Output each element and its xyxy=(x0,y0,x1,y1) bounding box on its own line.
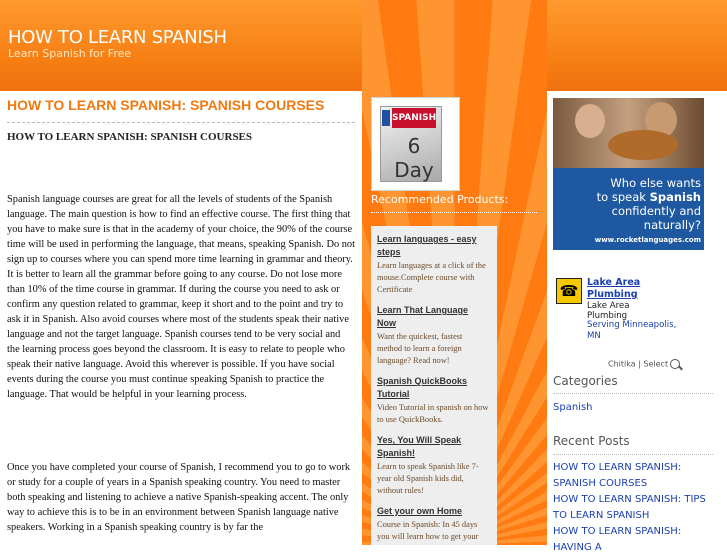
product-link[interactable]: Spanish QuickBooks Tutorial xyxy=(377,376,468,399)
guitar-icon xyxy=(608,130,678,160)
product-link[interactable]: Yes, You Will Speak Spanish! xyxy=(377,435,462,458)
box-flag xyxy=(382,110,390,126)
box-number: 6 Day xyxy=(394,134,434,182)
recent-post-link[interactable]: HOW TO LEARN SPANISH: HAVING A xyxy=(553,526,682,553)
ad-person xyxy=(575,104,605,138)
product-desc: Learn languages at a click of the mouse.Complete course with Certificate xyxy=(377,261,486,294)
recent-post-link[interactable]: HOW TO LEARN SPANISH: TIPS TO LEARN SPANISH xyxy=(553,494,706,521)
post-title[interactable]: HOW TO LEARN SPANISH: SPANISH COURSES xyxy=(7,97,325,113)
product-list xyxy=(371,226,497,545)
product-item xyxy=(377,375,489,426)
product-desc: Course in Spanish: In 45 days you will learn how to get your xyxy=(377,520,479,541)
product-item xyxy=(377,505,489,543)
recent-post-link[interactable]: HOW TO LEARN SPANISH: SPANISH COURSES xyxy=(553,462,682,489)
product-desc: Learn to speak Spanish like 7-year old Spanish kids did, without rules! xyxy=(377,462,479,495)
product-desc: Want the quickest, fastest method to learn a foreign language? Read now! xyxy=(377,332,463,365)
chitika-search[interactable] xyxy=(608,359,680,369)
rocket-languages-ad[interactable] xyxy=(553,98,704,250)
post-content xyxy=(0,91,362,545)
listing-area[interactable]: MN xyxy=(587,331,601,341)
divider xyxy=(553,454,713,455)
divider xyxy=(371,212,537,213)
post-paragraph: Once you have completed your course of Spanish, I recommend you to go to work or study for a couple of years in a Spanish speaking country. You need to master both speaking and listening to achieve a native Spanish-speaking accent. The only way to achieve this is to be in an environment between Spanish language native speakers. Working in a Spanish speaking country is by far the xyxy=(7,462,351,533)
yellow-pages-icon: ☎ xyxy=(556,278,582,304)
search-hint: Chitika | Select xyxy=(608,359,669,369)
ad-line-bold: Spanish xyxy=(649,190,701,204)
course-box-image[interactable] xyxy=(371,97,460,191)
divider xyxy=(553,393,713,394)
ad-line: Who else wants xyxy=(610,176,701,190)
listing-area[interactable]: Serving Minneapolis, xyxy=(587,320,677,330)
recommended-heading: Recommended Products: xyxy=(371,193,509,206)
post-paragraph: Spanish language courses are great for all the levels of students of the Spanish language. The main question is how to find an effective course. The first thing that you have to make sure is that in the academy of your choice, the 90% of the course time will be used in performing the language, that means, speaking Spanish. Do not sign up to courses where you can spend more time learning in grammar and theory. It is better to learn all the grammar before going to any course. Do not lose more than 10% of the time course in grammar. If during the course you need to ask or confirm any question related to grammar, keep it short and to the point and try to ask it in Spanish. Also avoid courses where most of the students speak their native language and not the target language. Spanish courses tend to be very social and the learning process goes beyond the classroom. It is easy to relate to people who speak their native language. Avoid this wherever is possible. If you have social events during the course you must continue speaking Spanish to practice the language. That would be helpful in your learning process. xyxy=(7,194,356,400)
ad-url: www.rocketlanguages.com xyxy=(594,236,701,244)
site-title[interactable]: HOW TO LEARN SPANISH xyxy=(8,27,227,48)
listing-title[interactable]: Lake Area Plumbing xyxy=(587,277,641,300)
product-link[interactable]: Learn languages - easy steps xyxy=(377,234,477,257)
listing-name: Lake Area xyxy=(587,301,630,311)
box-label: SPANISH xyxy=(392,108,436,128)
categories-heading: Categories xyxy=(553,374,618,388)
product-item xyxy=(377,434,489,497)
ad-line-start: to speak xyxy=(596,190,650,204)
divider xyxy=(7,122,355,123)
post-subtitle: HOW TO LEARN SPANISH: SPANISH COURSES xyxy=(7,131,253,143)
product-desc: Video Tutorial in spanish on how to use QuickBooks. xyxy=(377,403,489,424)
product-item xyxy=(377,233,489,296)
product-link[interactable]: Learn That Language Now xyxy=(377,305,469,328)
ad-line xyxy=(553,190,701,204)
recent-posts-heading: Recent Posts xyxy=(553,434,630,448)
search-icon[interactable] xyxy=(670,359,680,369)
site-tagline: Learn Spanish for Free xyxy=(8,47,132,60)
product-item xyxy=(377,304,489,367)
ad-line: confidently and naturally? xyxy=(611,204,701,232)
category-link[interactable]: Spanish xyxy=(553,402,593,413)
product-link[interactable]: Get your own Home xyxy=(377,506,463,516)
listing-name: Plumbing xyxy=(587,311,628,321)
ad-text xyxy=(553,176,701,232)
